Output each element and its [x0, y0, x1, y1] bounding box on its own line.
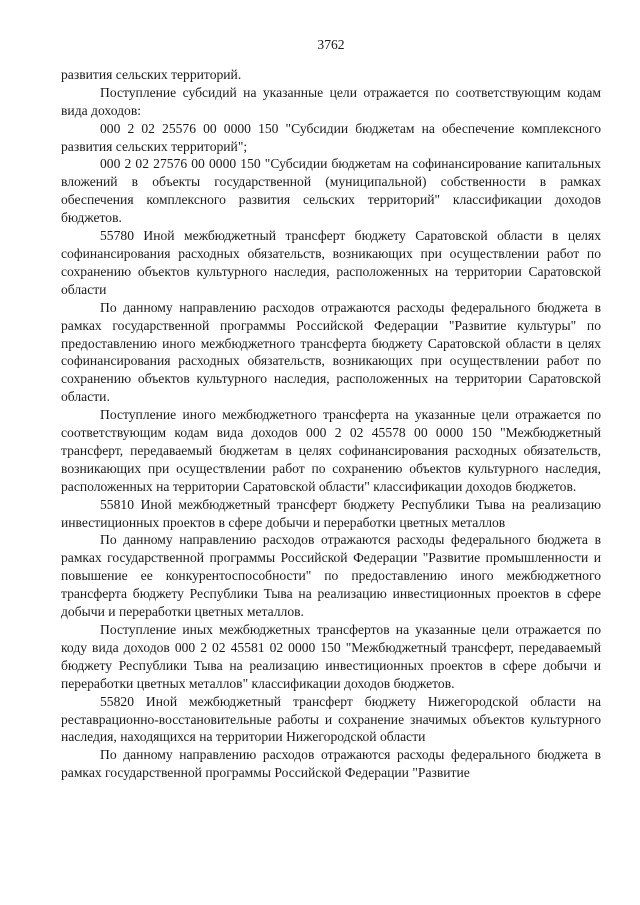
page-number: 3762 — [317, 37, 345, 52]
paragraph: По данному направлению расходов отражаются расходы федерального бюджета в рамках государственной программы Российской Федерации "Развитие промышленности и повышение ее конкурентоспособности" по предоставлению иного межбюджетного трансферта бюджету Республики Тыва на реализацию инвестиционных проектов в сфере добычи и переработки цветных металлов. — [61, 532, 601, 620]
paragraph: Поступление иного межбюджетного трансферта на указанные цели отражается по соответствующим кодам вида доходов 000 2 02 45578 00 0000 150 "Межбюджетный трансферт, передаваемый бюджетам в целях софинансирования расходных обязательств, возникающих при осуществлении работ по сохранению объектов культурного наследия, расположенных на территории Саратовской области" классификации доходов бюджетов. — [61, 407, 601, 494]
paragraph: По данному направлению расходов отражаются расходы федерального бюджета в рамках государственной программы Российской Федерации "Развитие культуры" по предоставлению иного межбюджетного трансферта бюджету Саратовской области в целях софинансирования расходных обязательств, возникающих при осуществлении работ по сохранению объектов культурного наследия, расположенных на территории Саратовской области. — [61, 299, 601, 405]
paragraph: Поступление иных межбюджетных трансфертов на указанные цели отражается по коду вида доходов 000 2 02 45581 02 0000 150 "Межбюджетный трансферт, передаваемый бюджету Республики Тыва на реализацию инвестиционных проектов в сфере добычи и переработки цветных металлов" классификации доходов бюджетов. — [61, 622, 601, 691]
paragraph-income-code: 000 2 02 27576 00 0000 150 "Субсидии бюджетам на софинансирование капитальных вложений в объекты государственной (муниципальной) собственности в рамках обеспечения комплексного развития сельских территорий" классификации доходов бюджетов. — [61, 156, 601, 226]
paragraph: По данному направлению расходов отражаются расходы федерального бюджета в рамках государственной программы Российской Федерации "Развитие — [61, 747, 601, 781]
paragraph-continuation: развития сельских территорий. — [61, 66, 242, 82]
document-page — [61, 36, 601, 782]
section-heading-55820: 55820 Иной межбюджетный трансферт бюджету Нижегородской области на реставрационно-восстановительные работы и сохранение значимых объектов культурного наследия, находящихся на территории Нижегородской области — [61, 693, 601, 745]
paragraph-income-code: 000 2 02 25576 00 0000 150 "Субсидии бюджетам на обеспечение комплексного развития сельских территорий"; — [61, 120, 601, 154]
section-heading-55780: 55780 Иной межбюджетный трансферт бюджету Саратовской области в целях софинансирования расходных обязательств, возникающих при осуществлении работ по сохранению объектов культурного наследия, расположенных на территории Саратовской области — [61, 228, 601, 297]
paragraph: Поступление субсидий на указанные цели отражается по соответствующим кодам вида доходов: — [61, 84, 601, 118]
section-heading-55810: 55810 Иной межбюджетный трансферт бюджету Республики Тыва на реализацию инвестиционных проектов в сфере добычи и переработки цветных металлов — [61, 496, 601, 530]
